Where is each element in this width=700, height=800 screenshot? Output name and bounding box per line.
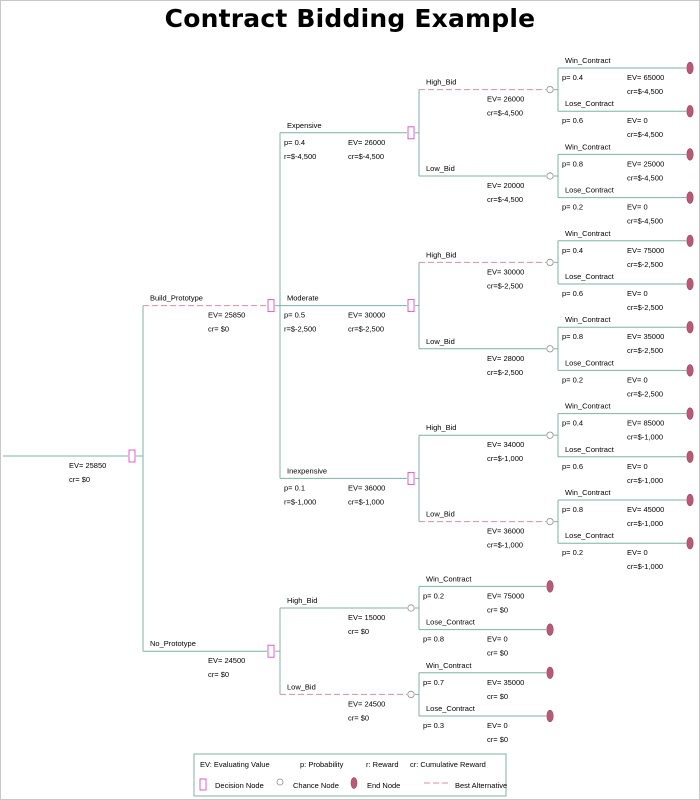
cr-label: cr=$-4,500: [627, 130, 664, 140]
ev-label: EV= 36000: [487, 526, 525, 536]
legend-end-text: End Node: [367, 781, 401, 790]
legend-end-symbol: [351, 778, 357, 789]
branch-label: Low_Bid: [287, 682, 316, 692]
ev-label: EV= 25850: [69, 461, 107, 470]
branch-label: Low_Bid: [426, 336, 455, 346]
cr-label: cr=$-2,500: [627, 389, 664, 399]
probability-label: p= 0.8: [423, 634, 445, 644]
legend-p-text: p: Probability: [300, 760, 344, 769]
ev-label: EV= 45000: [627, 505, 665, 514]
ev-label: EV= 20000: [487, 181, 525, 190]
branch-label: Lose_Contract: [565, 272, 614, 281]
cr-label: cr=$-1,000: [627, 519, 664, 528]
probability-label: p= 0.4: [284, 137, 306, 147]
probability-label: p= 0.6: [562, 116, 584, 126]
branch-label: Win_Contract: [565, 56, 611, 65]
decision-node: [268, 300, 274, 312]
end-node: [687, 105, 693, 117]
branch-label: Win_Contract: [426, 574, 472, 584]
branch-label: Win_Contract: [565, 488, 611, 497]
probability-label: p= 0.4: [562, 245, 584, 255]
cr-label: cr=$-2,500: [627, 259, 664, 269]
ev-label: EV= 26000: [348, 137, 386, 147]
ev-label: EV= 24500: [208, 656, 246, 666]
cr-label: cr= $0: [348, 627, 370, 636]
probability-label: p= 0.4: [562, 73, 584, 82]
cr-label: cr=$-2,500: [348, 324, 385, 334]
probability-label: p= 0.3: [423, 721, 445, 730]
probability-label: p= 0.5: [284, 310, 306, 320]
cr-label: cr= $0: [69, 475, 91, 484]
probability-label: p= 0.2: [423, 591, 445, 601]
cr-label: cr= $0: [487, 691, 509, 701]
decision-node: [408, 127, 414, 139]
ev-label: EV= 0: [627, 461, 648, 471]
probability-label: p= 0.7: [423, 677, 445, 687]
cr-label: cr= $0: [348, 713, 370, 723]
tree-nodes: [129, 62, 693, 722]
ev-label: EV= 28000: [487, 353, 525, 363]
end-node: [687, 494, 693, 506]
legend-cr-text: cr: Cumulative Reward: [410, 760, 486, 769]
end-node: [687, 192, 693, 204]
probability-label: p= 0.8: [562, 505, 584, 514]
legend-decision-text: Decision Node: [215, 781, 264, 790]
end-node: [547, 667, 553, 679]
cr-label: cr=$-1,000: [348, 497, 385, 507]
chance-node: [547, 259, 553, 265]
legend-decision-symbol: [200, 779, 206, 790]
branch-label: Moderate: [287, 293, 319, 303]
ev-label: EV= 0: [487, 634, 508, 644]
probability-label: p= 0.6: [562, 289, 584, 298]
cr-label: cr=$-2,500: [487, 281, 524, 291]
branch-label: Build_Prototype: [150, 293, 203, 303]
branch-label: Lose_Contract: [565, 444, 614, 454]
decision-node: [129, 450, 135, 462]
ev-label: EV= 65000: [627, 73, 665, 82]
ev-label: EV= 35000: [487, 677, 525, 687]
ev-label: EV= 0: [627, 375, 648, 385]
ev-label: EV= 25000: [627, 159, 665, 169]
tree-edges: [3, 68, 686, 716]
ev-label: EV= 30000: [348, 310, 386, 320]
ev-label: EV= 0: [627, 548, 648, 558]
legend-ev-text: EV: Evaluating Value: [200, 760, 270, 769]
probability-label: p= 0.6: [562, 461, 584, 471]
end-node: [687, 451, 693, 463]
branch-label: Low_Bid: [426, 509, 455, 519]
probability-label: p= 0.8: [562, 159, 584, 169]
end-node: [687, 365, 693, 377]
branch-label: Lose_Contract: [565, 531, 614, 541]
probability-label: p= 0.2: [562, 375, 584, 385]
end-node: [547, 710, 553, 722]
chance-node: [547, 346, 553, 352]
ev-label: EV= 0: [627, 202, 648, 212]
end-node: [687, 408, 693, 420]
chance-node: [547, 518, 553, 524]
end-node: [687, 235, 693, 247]
probability-label: p= 0.8: [562, 332, 584, 342]
cr-label: cr= $0: [208, 324, 230, 334]
legend: [194, 754, 507, 796]
branch-label: Win_Contract: [565, 401, 611, 411]
ev-label: EV= 85000: [627, 418, 665, 428]
cr-label: cr=$-4,500: [627, 87, 664, 96]
probability-label: p= 0.2: [562, 548, 584, 558]
legend-chance-symbol: [277, 779, 283, 785]
ev-label: EV= 75000: [627, 245, 665, 255]
decision-node: [408, 472, 414, 484]
branch-label: Lose_Contract: [426, 704, 475, 713]
ev-label: EV= 26000: [487, 94, 525, 104]
ev-label: EV= 30000: [487, 267, 525, 277]
end-node: [547, 581, 553, 593]
branch-label: No_Prototype: [150, 639, 196, 649]
ev-label: EV= 35000: [627, 332, 665, 342]
end-node: [687, 537, 693, 549]
ev-label: EV= 25850: [208, 310, 246, 320]
ev-label: EV= 0: [627, 289, 648, 298]
decision-node: [268, 645, 274, 657]
reward-label: r=$-1,000: [284, 497, 317, 507]
ev-label: EV= 15000: [348, 613, 386, 622]
branch-label: Lose_Contract: [426, 617, 475, 627]
tree-labels: [69, 56, 664, 744]
chance-node: [547, 173, 553, 179]
chance-node: [547, 86, 553, 92]
cr-label: cr= $0: [487, 605, 509, 615]
cr-label: cr=$-4,500: [627, 216, 664, 226]
legend-r-text: r: Reward: [366, 760, 399, 769]
branch-label: Win_Contract: [426, 660, 472, 670]
ev-label: EV= 34000: [487, 440, 525, 450]
branch-label: High_Bid: [426, 77, 457, 87]
branch-label: Win_Contract: [565, 315, 611, 325]
branch-label: High_Bid: [426, 250, 457, 260]
branch-label: Lose_Contract: [565, 185, 614, 195]
cr-label: cr=$-1,000: [627, 432, 664, 442]
branch-label: Lose_Contract: [565, 358, 614, 368]
ev-label: EV= 36000: [348, 483, 386, 493]
end-node: [687, 62, 693, 74]
cr-label: cr=$-1,000: [627, 562, 664, 572]
cr-label: cr=$-2,500: [627, 303, 664, 312]
end-node: [547, 624, 553, 636]
branch-label: Inexpensive: [287, 466, 328, 476]
cr-label: cr=$-2,500: [487, 367, 524, 377]
cr-label: cr=$-4,500: [348, 151, 385, 161]
cr-label: cr=$-1,000: [627, 475, 664, 485]
ev-label: EV= 0: [487, 721, 508, 730]
end-node: [687, 149, 693, 161]
probability-label: p= 0.2: [562, 202, 584, 212]
legend-chance-text: Chance Node: [293, 781, 339, 790]
reward-label: r=$-4,500: [284, 151, 317, 161]
cr-label: cr= $0: [208, 670, 230, 680]
branch-label: Win_Contract: [565, 142, 611, 152]
reward-label: r=$-2,500: [284, 324, 317, 334]
ev-label: EV= 75000: [487, 591, 525, 601]
ev-label: EV= 0: [627, 116, 648, 126]
cr-label: cr=$-4,500: [487, 108, 524, 118]
chance-node: [408, 691, 414, 697]
probability-label: p= 0.4: [562, 418, 584, 428]
branch-label: Lose_Contract: [565, 99, 614, 109]
cr-label: cr=$-1,000: [487, 454, 524, 464]
legend-best-text: Best Alternative: [455, 781, 508, 790]
cr-label: cr= $0: [487, 735, 509, 744]
decision-node: [408, 300, 414, 312]
branch-label: High_Bid: [426, 423, 457, 433]
branch-label: Win_Contract: [565, 228, 611, 238]
cr-label: cr= $0: [487, 648, 509, 658]
cr-label: cr=$-4,500: [487, 195, 524, 204]
probability-label: p= 0.1: [284, 483, 306, 493]
branch-label: Low_Bid: [426, 164, 455, 173]
chance-node: [408, 605, 414, 611]
chance-node: [547, 432, 553, 438]
cr-label: cr=$-1,000: [487, 540, 524, 550]
ev-label: EV= 24500: [348, 699, 386, 709]
end-node: [687, 278, 693, 290]
cr-label: cr=$-2,500: [627, 346, 664, 356]
branch-label: Expensive: [287, 120, 322, 130]
branch-label: High_Bid: [287, 596, 318, 605]
cr-label: cr=$-4,500: [627, 173, 664, 183]
diagram-title: Contract Bidding Example: [164, 4, 536, 33]
end-node: [687, 321, 693, 333]
